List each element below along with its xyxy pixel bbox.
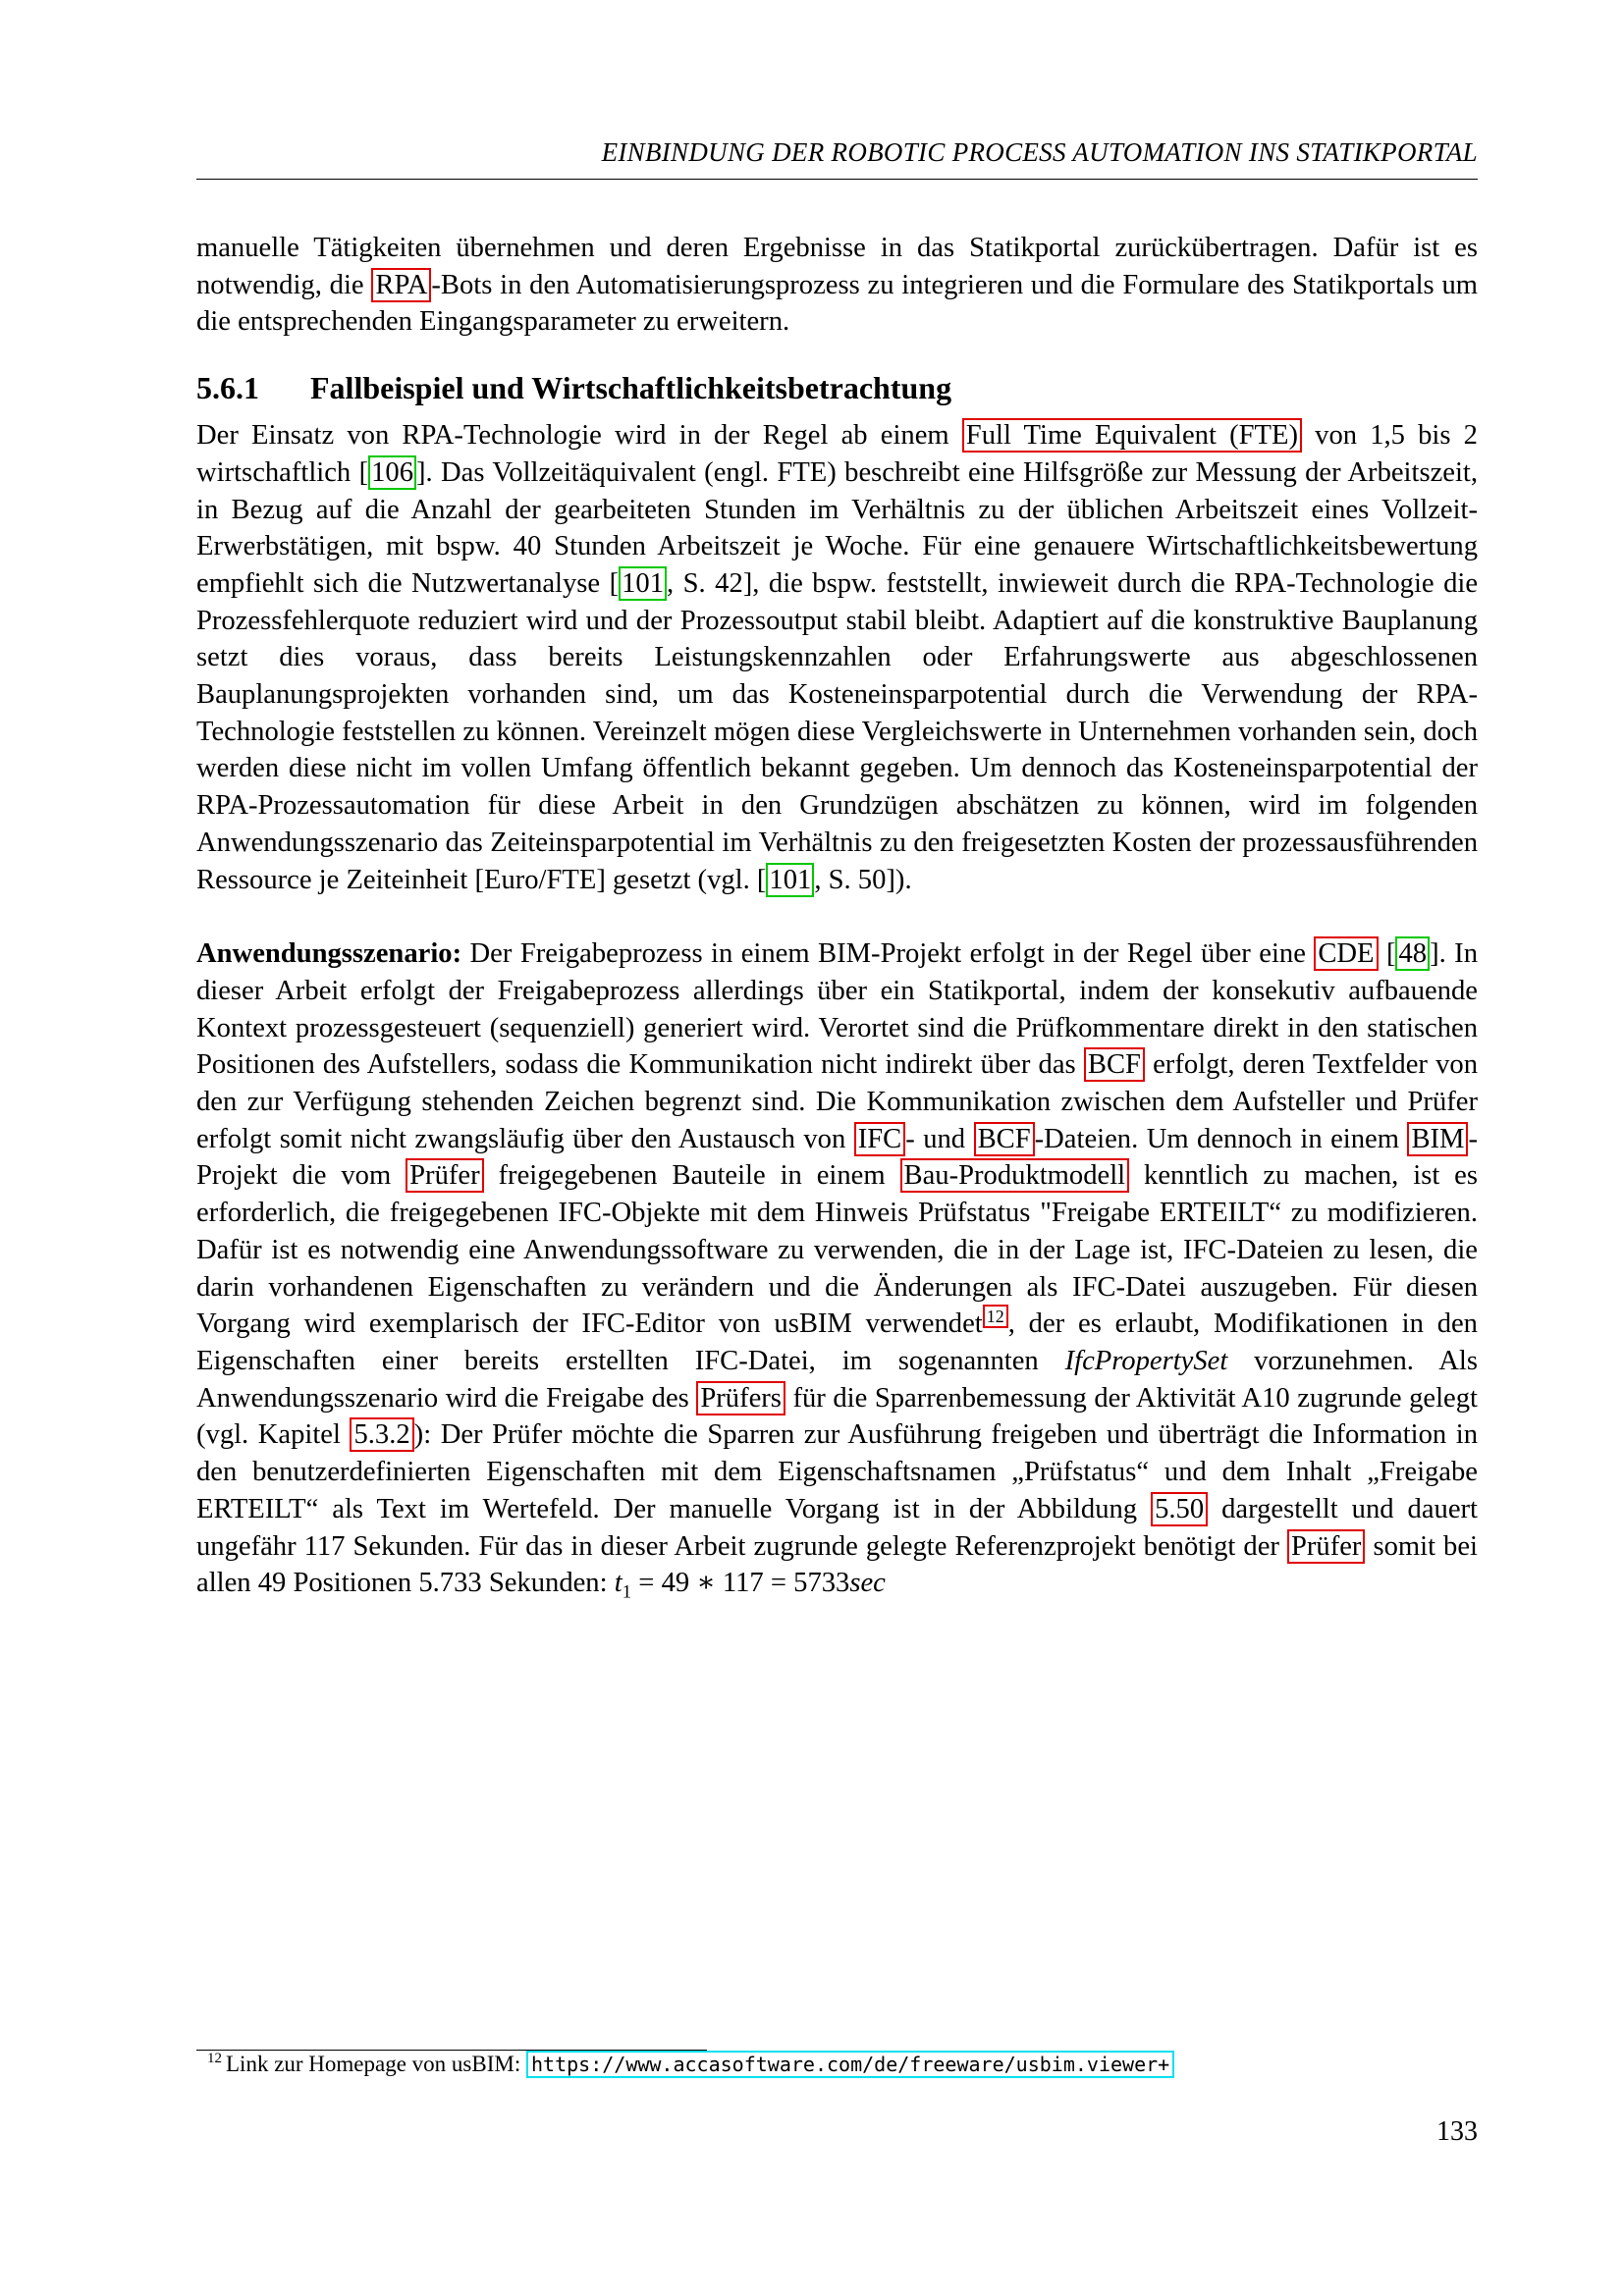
acronym-link-rpa[interactable]: RPA <box>371 268 431 302</box>
text: ): Der Prüfer möchte die Sparren zur Ausführung freigeben und überträgt die Information in den benutzerdefinierten Eigenschaften mit dem Eigenschaftsnamen „Prüfstatus“ und dem Inhalt „Freigabe ERTEILT“ als Text im Wertefeld. Der manuelle Vorgang ist in der Abbildung <box>196 1419 1479 1524</box>
text: ]. Das Vollzeitäquivalent (engl. FTE) beschreibt eine Hilfsgröße zur Messung der Arbeitszeit, in Bezug auf die Anzahl der gearbeiteten Stunden im Verhältnis zu der üblichen Arbeitszeit eines Vollzeit-Erwerbstätigen, mit bspw. 40 Stunden Arbeitszeit je Woche. Für eine genauere Wirtschaftlichkeitsbewertung empfiehlt sich die Nutzwertanalyse [ <box>196 456 1478 599</box>
acronym-link-bcf[interactable]: BCF <box>1084 1047 1145 1082</box>
footnote-text: Link zur Homepage von usBIM: <box>226 2052 526 2076</box>
footnote: 12 Link zur Homepage von usBIM: https://www.accasoftware.com/de/freeware/usbim.viewer+ <box>196 2048 1478 2081</box>
acronym-link-bim[interactable]: BIM <box>1407 1122 1468 1156</box>
glossary-link-bau-produktmodell[interactable]: Bau-Produktmodell <box>900 1158 1130 1193</box>
acronym-link-bcf[interactable]: BCF <box>974 1122 1035 1156</box>
citation-link-106[interactable]: 106 <box>368 455 416 490</box>
text: Der Einsatz von RPA-Technologie wird in der Regel ab einem <box>196 420 962 452</box>
running-header: EINBINDUNG DER ROBOTIC PROCESS AUTOMATION INS STATIKPORTAL <box>601 137 1478 167</box>
acronym-link-ifc[interactable]: IFC <box>854 1122 906 1156</box>
header-rule <box>196 179 1478 180</box>
math-expression: = 49 ∗ 117 = 5733 <box>631 1568 850 1599</box>
text: vorzunehmen. Als Anwendungsszenario wird die Freigabe des <box>196 1345 1478 1414</box>
text: - und <box>905 1123 974 1154</box>
text: -Bots in den Automatisierungsprozess zu integrieren und die Formulare des Statikportals um die entsprechenden Eingangsparameter zu erweitern. <box>196 269 1478 338</box>
footnote-link-12[interactable]: 12 <box>983 1305 1008 1328</box>
page-number: 133 <box>1436 2116 1478 2147</box>
section-ref-link-5-3-2[interactable]: 5.3.2 <box>350 1417 413 1452</box>
text: , S. 50]). <box>814 864 912 895</box>
paragraph-lead: Anwendungsszenario: <box>196 938 462 970</box>
citation-link-101[interactable]: 101 <box>766 863 814 897</box>
section-heading <box>196 368 1478 407</box>
text: für die Sparrenbemessung der Aktivität A10 zugrunde gelegt (vgl. Kapitel <box>196 1382 1478 1451</box>
math-variable: t <box>614 1568 623 1599</box>
acronym-link-cde[interactable]: CDE <box>1314 936 1378 971</box>
section-number: 5.6.1 <box>196 370 259 406</box>
text: von 1,5 bis 2 wirtschaftlich [ <box>196 420 1478 488</box>
math-unit: sec <box>849 1568 886 1599</box>
acronym-link-fte[interactable]: Full Time Equivalent (FTE) <box>962 418 1302 453</box>
text: ]. In dieser Arbeit erfolgt der Freigabeprozess allerdings über ein Statikportal, indem der konsekutiv aufbauende Kontext prozessgesteuert (sequenziell) generiert wird. Verortet sind die Prüfkommentare direkt in den statischen Positionen des Aufstellers, sodass die Kommunikation nicht indirekt über das <box>196 938 1479 1081</box>
glossary-link-pruefer[interactable]: Prüfer <box>1287 1529 1365 1564</box>
text: erfolgt, deren Textfelder von den zur Verfügung stehenden Zeichen begrenzt sind. Die Kommunikation zwischen dem Aufsteller und Prüfer erfolgt somit nicht zwangsläufig über den Austausch von <box>196 1049 1478 1154</box>
paragraph-fte <box>196 417 1478 898</box>
intro-paragraph <box>196 230 1478 341</box>
figure-ref-link-5-50[interactable]: 5.50 <box>1151 1492 1208 1526</box>
section-title: Fallbeispiel und Wirtschaftlichkeitsbetrachtung <box>310 370 952 406</box>
glossary-link-pruefer[interactable]: Prüfer <box>406 1158 483 1193</box>
footnote-url-link[interactable]: https://www.accasoftware.com/de/freeware/usbim.viewer+ <box>526 2051 1174 2078</box>
citation-link-101[interactable]: 101 <box>619 566 667 601</box>
text: manuelle Tätigkeiten übernehmen und deren Ergebnisse in das Statikportal zurückübertragen. Dafür ist es notwendig, die <box>196 233 1478 300</box>
text: -Projekt die vom <box>196 1123 1479 1192</box>
text: dargestellt und dauert ungefähr 117 Sekunden. Für das in dieser Arbeit zugrunde gelegte Referenzprojekt benötigt der <box>196 1493 1478 1562</box>
citation-link-48[interactable]: 48 <box>1395 936 1430 971</box>
text: [ <box>1378 938 1396 970</box>
text: , S. 42], die bspw. feststellt, inwieweit durch die RPA-Technologie die Prozessfehlerquote reduziert wird und der Prozessoutput stabil bleibt. Adaptiert auf die konstruktive Bauplanung setzt dies voraus, dass bereits Leistungskennzahlen oder Erfahrungswerte aus abgeschlossenen Bauplanungsprojekten vorhanden sind, um das Kosteneinsparpotential durch die Verwendung der RPA-Technologie feststellen zu können. Vereinzelt mögen diese Vergleichswerte in Unternehmen vorhanden sein, doch werden diese nicht im vollen Umfang öffentlich bekannt gegeben. Um dennoch das Kosteneinsparpotential der RPA-Prozessautomation für diese Arbeit in den Grundzügen abschätzen zu können, wird im folgenden Anwendungsszenario das Zeiteinsparpotential im Verhältnis zu den freigesetzten Kosten der prozessausführenden Ressource je Zeiteinheit [Euro/FTE] gesetzt (vgl. [ <box>196 567 1479 895</box>
italic-term: IfcPropertySet <box>1064 1345 1228 1376</box>
math-subscript: 1 <box>622 1581 632 1603</box>
glossary-link-pruefers[interactable]: Prüfers <box>696 1381 785 1415</box>
paragraph-scenario <box>196 935 1478 1611</box>
text: -Dateien. Um dennoch in einem <box>1034 1123 1408 1154</box>
text: , der es erlaubt, Modifikationen in den Eigenschaften einer bereits erstellten IFC-Datei, im sogenannten <box>196 1308 1478 1376</box>
main-text <box>196 230 1478 1612</box>
text: freigegebenen Bauteile in einem <box>483 1160 900 1192</box>
text: somit bei allen 49 Positionen 5.733 Sekunden: <box>196 1530 1478 1599</box>
text: kenntlich zu machen, ist es erforderlich, die freigegebenen IFC-Objekte mit dem Hinweis Prüfstatus "Freigabe ERTEILT“ zu modifizieren. Dafür ist es notwendig eine Anwendungssoftware zu verwenden, die in der Lage ist, IFC-Dateien zu lesen, die darin vorhandenen Eigenschaften zu verändern und die Änderungen als IFC-Datei auszugeben. Für diesen Vorgang wird exemplarisch der IFC-Editor von usBIM verwendet <box>196 1160 1479 1340</box>
text: Der Freigabeprozess in einem BIM-Projekt erfolgt in der Regel über eine <box>461 938 1315 970</box>
